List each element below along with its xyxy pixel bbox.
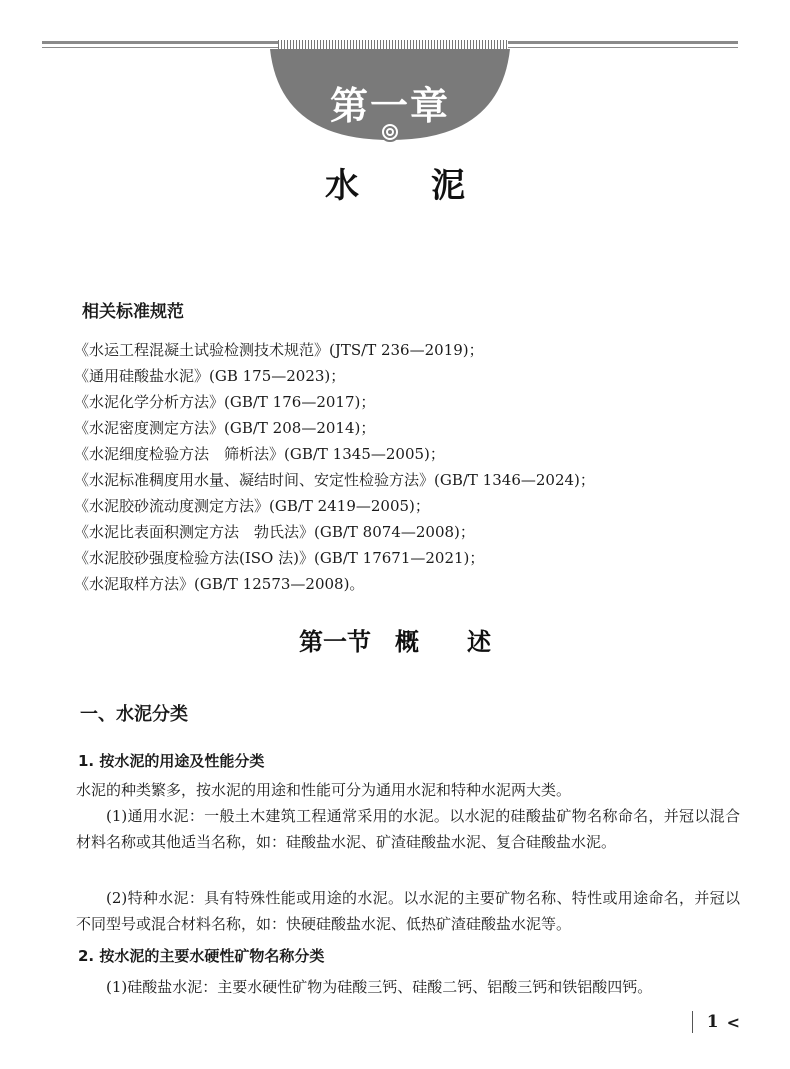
subheading-usage: 1. 按水泥的用途及性能分类 [78, 752, 265, 770]
chapter-title [0, 158, 790, 207]
standard-item: 《水运工程混凝土试验检测技术规范》(JTS/T 236—2019)； [74, 341, 484, 359]
chevron-left-icon: < [726, 1012, 740, 1032]
standard-item: 《通用硅酸盐水泥》(GB 175—2023)； [74, 367, 346, 385]
standard-item: 《水泥化学分析方法》(GB/T 176—2017)； [74, 393, 376, 411]
subheading-mineral: 2. 按水泥的主要水硬性矿物名称分类 [78, 947, 325, 965]
standard-item: 《水泥细度检验方法 筛析法》(GB/T 1345—2005)； [74, 445, 445, 463]
standard-item: 《水泥标准稠度用水量、凝结时间、安定性检验方法》(GB/T 1346—2024)； [74, 471, 595, 489]
standard-item: 《水泥胶砂流动度测定方法》(GB/T 2419—2005)； [74, 497, 430, 515]
page-number: 1 [706, 1012, 719, 1032]
paragraph-intro: 水泥的种类繁多，按水泥的用途和性能可分为通用水泥和特种水泥两大类。 [76, 781, 572, 799]
footer-divider [692, 1011, 693, 1033]
chapter-title-char-1: 水 [325, 166, 359, 206]
standards-heading: 相关标准规范 [82, 302, 184, 322]
standard-item: 《水泥密度测定方法》(GB/T 208—2014)； [74, 419, 376, 437]
standard-item: 《水泥取样方法》(GB/T 12573—2008)。 [74, 575, 365, 593]
section-title: 第一节 概 述 [299, 627, 491, 656]
heading-classification: 一、水泥分类 [80, 704, 188, 725]
chapter-title-char-2: 泥 [431, 166, 465, 206]
standard-item: 《水泥比表面积测定方法 勃氏法》(GB/T 8074—2008)； [74, 523, 475, 541]
page-footer [692, 1010, 740, 1034]
standards-list [74, 337, 754, 597]
paragraph-general-cement: (1)通用水泥：一般土木建筑工程通常采用的水泥。以水泥的硅酸盐矿物名称命名，并冠以混合材料名称或其他适当名称，如：硅酸盐水泥、矿渣硅酸盐水泥、复合硅酸盐水泥。 [76, 807, 740, 851]
chapter-label: 第一章 [329, 84, 450, 128]
paragraph-special-cement: (2)特种水泥：具有特殊性能或用途的水泥。以水泥的主要矿物名称、特性或用途命名，并冠以不同型号或混合材料名称，如：快硬硅酸盐水泥、低热矿渣硅酸盐水泥等。 [76, 889, 740, 933]
paragraph-portland-cement: (1)硅酸盐水泥：主要水硬性矿物为硅酸三钙、硅酸二钙、铝酸三钙和铁铝酸四钙。 [106, 978, 653, 996]
standard-item: 《水泥胶砂强度检验方法(ISO 法)》(GB/T 17671—2021)； [74, 549, 485, 567]
